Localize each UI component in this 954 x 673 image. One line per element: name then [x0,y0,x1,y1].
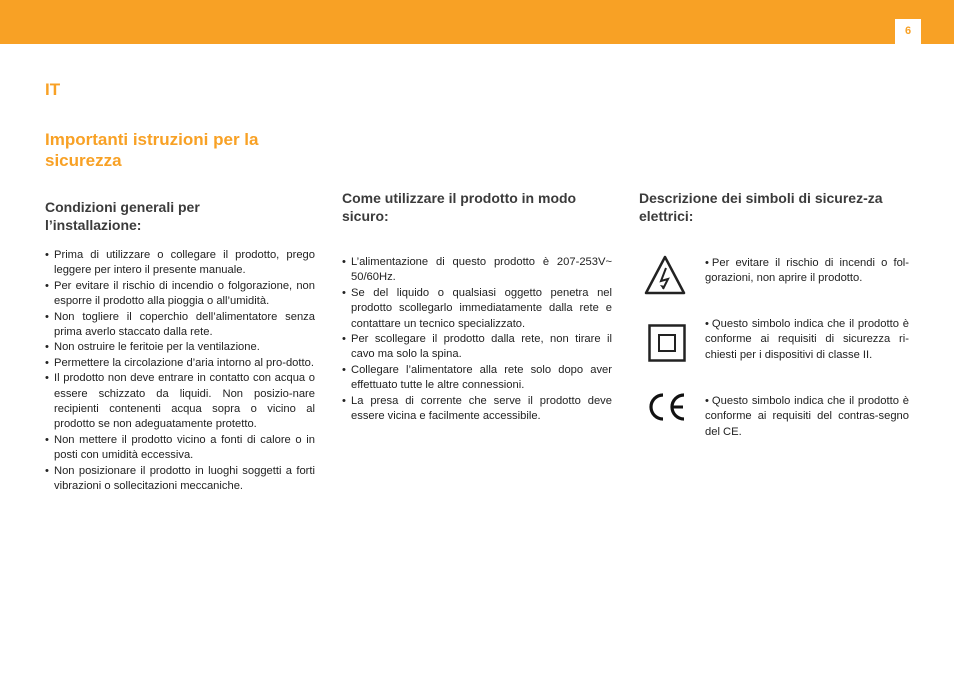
list-item: • Non togliere il coperchio dell’alimentatore senza prima averlo staccato dalla rete. [45,310,315,341]
page-title: Importanti istruzioni per la sicurezza [45,130,259,170]
symbol-description: • Per evitare il rischio di incendi o fol-gorazioni, non aprire il prodotto. [705,257,909,285]
symbol-description: • Questo simbolo indica che il prodotto è conforme ai requisiti del contras-segno del CE. [705,395,909,438]
column-2-list [342,255,612,424]
list-item: • Non ostruire le feritoie per la ventilazione. [45,340,315,355]
list-item: • Per scollegare il prodotto dalla rete, non tirare il cavo ma solo la spina. [342,332,612,363]
list-item: • Per evitare il rischio di incendio o folgorazione, non esporre il prodotto alla pioggia o all’umidità. [45,279,315,310]
list-item: • La presa di corrente che serve il prodotto deve essere vicina e facilmente accessibile. [342,394,612,425]
list-item: • L’alimentazione di questo prodotto è 207-253V~ 50/60Hz. [342,255,612,286]
list-item: • Permettere la circolazione d’aria intorno al pro-dotto. [45,356,315,371]
list-item: • Collegare l’alimentatore alla rete solo dopo aver effettuato tutte le altre connessioni. [342,363,612,394]
header-band [0,0,954,44]
column-2-heading: Come utilizzare il prodotto in modo sicuro: [342,190,577,224]
electric-hazard-icon [643,254,687,296]
list-item: • Il prodotto non deve entrare in contatto con acqua o essere schizzato da liquidi. Non posizio-nare recipienti contenenti acqua sopra o vicino al prodotto se non adeguatamente protetto. [45,371,315,433]
ce-mark-icon [646,391,690,423]
symbol-description: • Questo simbolo indica che il prodotto è conforme ai requisiti di sicurezza ri-chiesti per i dispositivi di classe II. [705,318,909,361]
class-ii-double-insulation-icon [648,324,686,362]
page-number: 6 [895,19,921,44]
list-item: • Non mettere il prodotto vicino a fonti di calore o in posti con umidità eccessiva. [45,433,315,464]
language-code: IT [45,80,61,99]
list-item: • Se del liquido o qualsiasi oggetto penetra nel prodotto scollegarlo immediatamente dalla rete e contattare un tecnico specializzato. [342,286,612,332]
column-1-heading: Condizioni generali per l’installazione: [45,199,200,233]
list-item: • Non posizionare il prodotto in luoghi soggetti a forti vibrazioni o sollecitazioni meccaniche. [45,464,315,495]
column-1-list [45,248,315,495]
column-3-heading: Descrizione dei simboli di sicurez-za elettrici: [639,190,883,224]
list-item: • Prima di utilizzare o collegare il prodotto, prego leggere per intero il presente manuale. [45,248,315,279]
